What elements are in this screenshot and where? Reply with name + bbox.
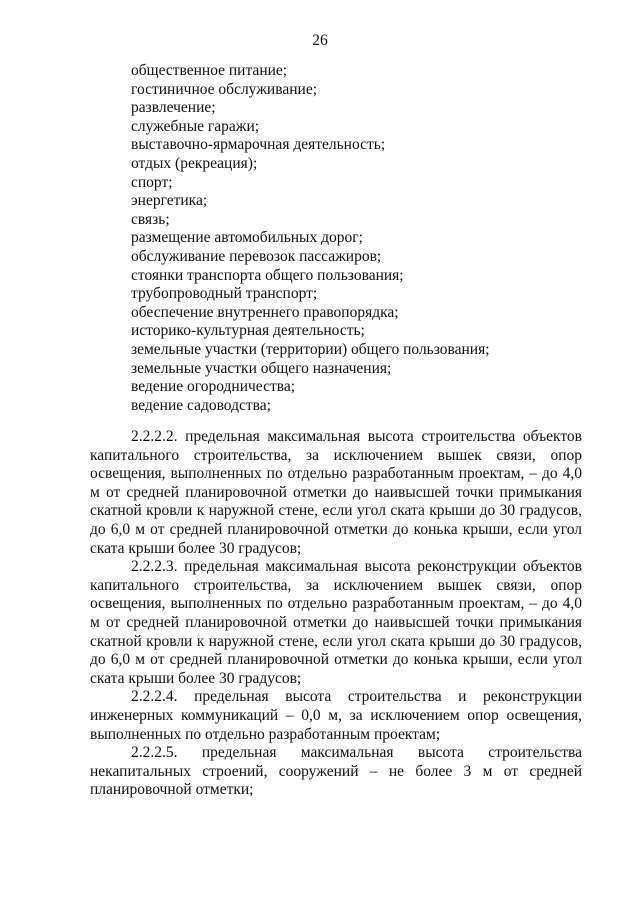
list-item: обслуживание перевозок пассажиров; (131, 247, 382, 265)
list-item: служебные гаражи; (131, 117, 260, 135)
list-item: трубопроводный транспорт; (131, 285, 318, 303)
list-item: ведение садоводства; (131, 396, 271, 414)
document-body (90, 428, 582, 800)
list-item: земельные участки общего назначения; (131, 359, 392, 377)
land-use-list (131, 62, 490, 415)
list-item: энергетика; (131, 192, 208, 210)
list-item: общественное питание; (131, 62, 288, 79)
list-item: связь; (131, 210, 170, 228)
page-number: 26 (312, 32, 328, 49)
list-item: развлечение; (131, 99, 216, 117)
paragraph-2-2-2-2: 2.2.2.2. предельная максимальная высота строительства объектов капитального строительства, за исключением вышек связи, опор освещения, выполненных по отдельно разработанным проектам, – до 4,0 м от средней планировочной отметки до наивысшей точки примыкания скатной кровли к наружной стене, если угол ската крыши до 30 градусов, до 6,0 м от средней планировочной отметки до конька крыши, если угол ската крыши более 30 градусов; (90, 428, 582, 557)
list-item: размещение автомобильных дорог; (131, 229, 363, 247)
list-item: выставочно-ярмарочная деятельность; (131, 136, 386, 154)
list-item: спорт; (131, 173, 173, 191)
list-item: обеспечение внутреннего правопорядка; (131, 303, 399, 321)
list-item: земельные участки (территории) общего пользования; (131, 340, 490, 358)
list-item: гостиничное обслуживание; (131, 80, 317, 98)
list-item: историко-культурная деятельность; (131, 322, 365, 340)
list-item: стоянки транспорта общего пользования; (131, 266, 404, 284)
paragraph-2-2-2-5: 2.2.2.5. предельная максимальная высота строительства некапитальных строений, сооружений – не более 3 м от средней планировочной отметки; (90, 744, 582, 799)
list-item: отдых (рекреация); (131, 154, 258, 172)
paragraph-2-2-2-3: 2.2.2.3. предельная максимальная высота реконструкции объектов капитального строительства, за исключением вышек связи, опор освещения, выполненных по отдельно разработанным проектам, – до 4,0 м от средней планировочной отметки до наивысшей точки примыкания скатной кровли к наружной стене, если угол ската крыши до 30 градусов, до 6,0 м от средней планировочной отметки до конька крыши, если угол ската крыши более 30 градусов; (90, 558, 582, 687)
list-item: ведение огородничества; (131, 378, 296, 396)
paragraph-2-2-2-4: 2.2.2.4. предельная высота строительства и реконструкции инженерных коммуникаций – 0,0 м, за исключением опор освещения, выполненных по отдельно разработанным проектам; (90, 688, 582, 743)
